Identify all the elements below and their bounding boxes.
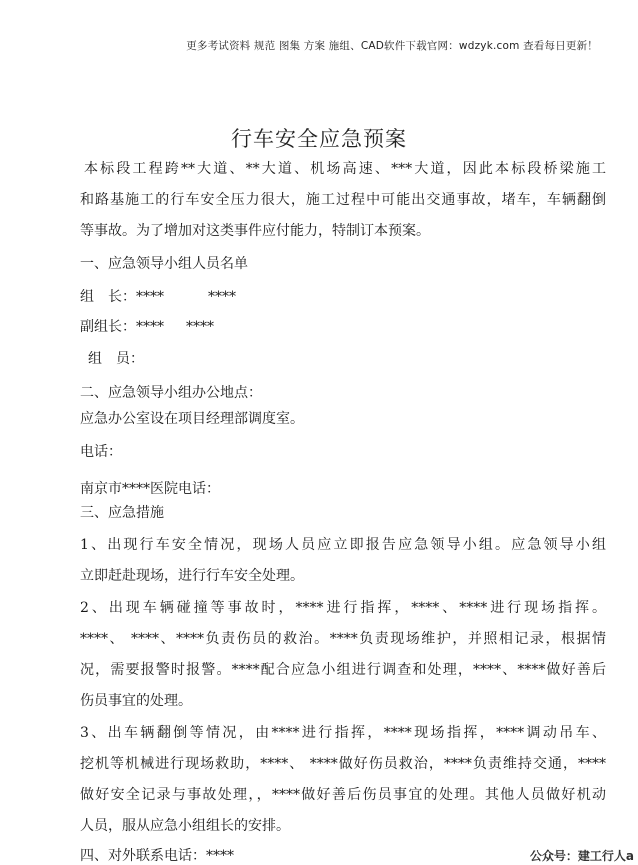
intro-line-2: 和路基施工的行车安全压力很大，施工过程中可能出交通事故，堵车，车辆翻倒 bbox=[80, 192, 606, 208]
section4-heading: 四、对外联系电话：**** bbox=[80, 848, 234, 864]
item3-line-1: 3、出车辆翻倒等情况，由****进行指挥，****现场指挥，****调动吊车、 bbox=[80, 725, 606, 741]
leader-name-1: **** bbox=[136, 289, 164, 305]
deputy-label: 副组长： bbox=[80, 319, 136, 335]
deputy-name-1: **** bbox=[136, 319, 164, 335]
deputy-row bbox=[80, 318, 214, 336]
header-note: 更多考试资料 规范 图集 方案 施组、CAD软件下载官网：wdzyk.com 查看每日更新！ bbox=[186, 40, 598, 52]
members-row: 组 员： bbox=[88, 351, 144, 367]
phone-label: 电话： bbox=[80, 444, 122, 460]
item2-line-1: 2、出现车辆碰撞等事故时，****进行指挥，****、****进行现场指挥。 bbox=[80, 600, 606, 616]
item2-line-2: ****、 ****、****负责伤员的救治。****负责现场维护，并照相记录，根据情 bbox=[80, 631, 606, 647]
item3-line-2: 挖机等机械进行现场救助，****、 ****做好伤员救治，****负责维持交通，**** bbox=[80, 756, 606, 772]
leader-row bbox=[80, 288, 236, 306]
section2-heading: 二、应急领导小组办公地点： bbox=[80, 385, 262, 401]
watermark-account: 公众号：建工行人a bbox=[529, 849, 634, 863]
item3-line-4: 人员，服从应急小组组长的安排。 bbox=[80, 818, 290, 834]
item2-line-4: 伤员事宜的处理。 bbox=[80, 693, 192, 709]
hospital-phone-label: 南京市****医院电话： bbox=[80, 481, 220, 497]
leader-label: 组 长： bbox=[80, 289, 136, 305]
item1-line-1: 1、出现行车安全情况，现场人员应立即报告应急领导小组。应急领导小组 bbox=[80, 537, 606, 553]
item1-line-2: 立即赶赴现场，进行行车安全处理。 bbox=[80, 568, 304, 584]
leader-name-2: **** bbox=[208, 289, 236, 305]
section3-heading: 三、应急措施 bbox=[80, 505, 164, 521]
item3-line-3: 做好安全记录与事故处理，，****做好善后伤员事宜的处理。其他人员做好机动 bbox=[80, 787, 606, 803]
intro-line-1: 本标段工程跨**大道、**大道、机场高速、***大道，因此本标段桥梁施工 bbox=[84, 161, 606, 177]
item2-line-3: 况，需要报警时报警。****配合应急小组进行调查和处理，****、****做好善后 bbox=[80, 662, 606, 678]
deputy-name-2: **** bbox=[186, 319, 214, 335]
document-title: 行车安全应急预案 bbox=[231, 127, 407, 151]
section1-heading: 一、应急领导小组人员名单 bbox=[80, 256, 248, 272]
office-location: 应急办公室设在项目经理部调度室。 bbox=[80, 411, 304, 427]
intro-line-3: 等事故。为了增加对这类事件应付能力，特制订本预案。 bbox=[80, 223, 430, 239]
